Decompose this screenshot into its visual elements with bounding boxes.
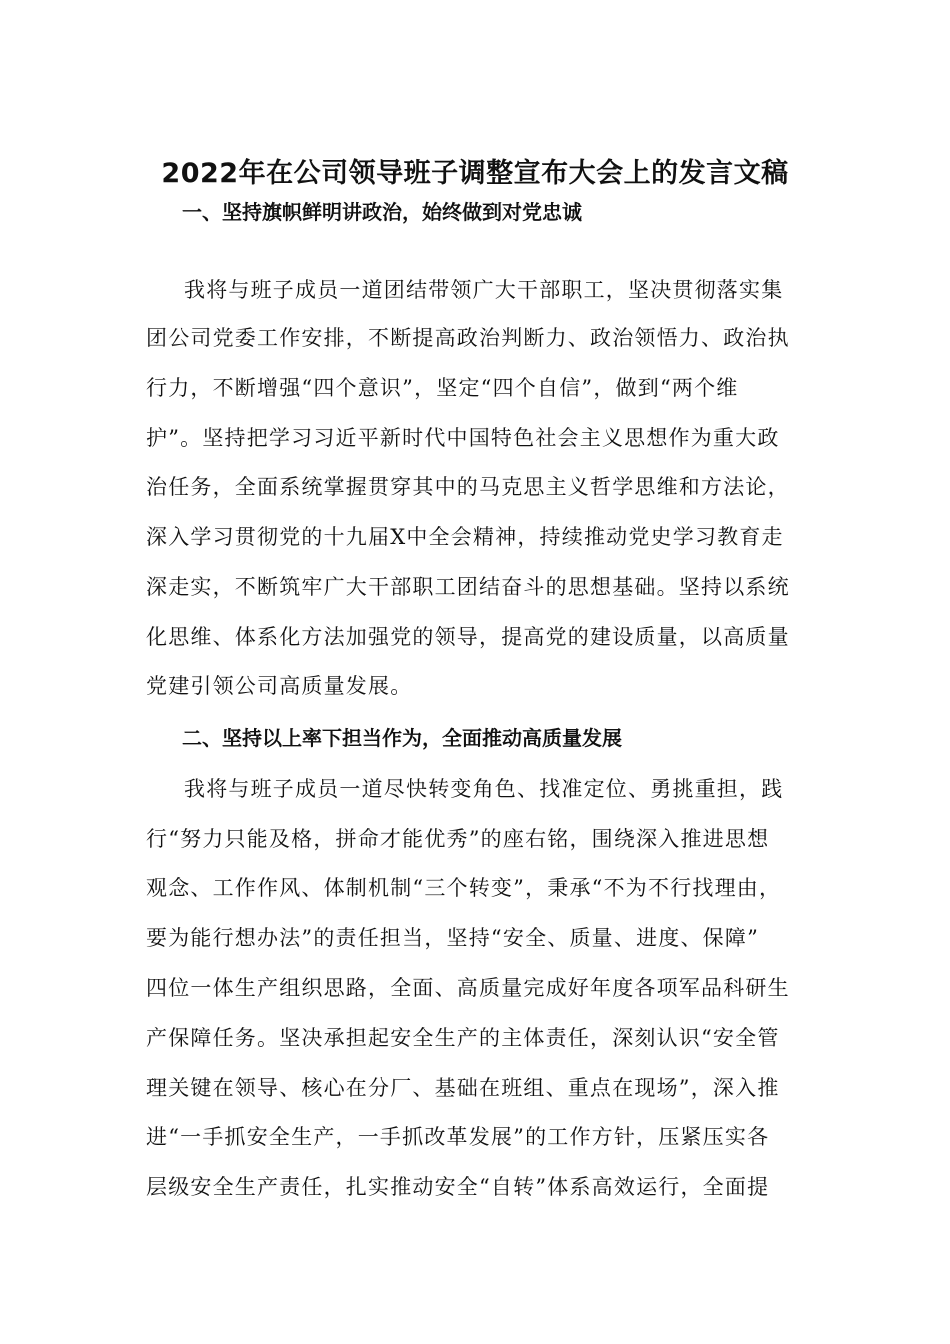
section-heading-1: 一、坚持旗帜鲜明讲政治，始终做到对党忠诚	[182, 200, 582, 224]
paragraph-line: 四位一体生产组织思路，全面、高质量完成好年度各项军品科研生	[146, 976, 790, 1000]
paragraph-line: 深走实，不断筑牢广大干部职工团结奋斗的思想基础。坚持以系统	[146, 575, 790, 599]
paragraph-line: 行“努力只能及格，拼命才能优秀”的座右铭，围绕深入推进思想	[146, 827, 770, 851]
paragraph-line: 进“一手抓安全生产，一手抓改革发展”的工作方针，压紧压实各	[146, 1125, 770, 1149]
paragraph-line: 深入学习贯彻党的十九届X中全会精神，持续推动党史学习教育走	[146, 525, 784, 549]
paragraph-line: 治任务，全面系统掌握贯穿其中的马克思主义哲学思维和方法论，	[146, 475, 790, 499]
paragraph-line: 我将与班子成员一道团结带领广大干部职工，坚决贯彻落实集	[184, 278, 784, 302]
paragraph-line: 产保障任务。坚决承担起安全生产的主体责任，深刻认识“安全管	[146, 1026, 780, 1050]
section-heading-2: 二、坚持以上率下担当作为，全面推动高质量发展	[182, 726, 622, 750]
paragraph-line: 层级安全生产责任，扎实推动安全“自转”体系高效运行，全面提	[146, 1175, 770, 1199]
document-title: 2022年在公司领导班子调整宣布大会上的发言文稿	[161, 158, 789, 189]
paragraph-line: 行力，不断增强“四个意识”，坚定“四个自信”，做到“两个维	[146, 376, 739, 400]
paragraph-line: 护”。坚持把学习习近平新时代中国特色社会主义思想作为重大政	[146, 426, 780, 450]
paragraph-line: 团公司党委工作安排，不断提高政治判断力、政治领悟力、政治执	[146, 326, 790, 350]
paragraph-line: 我将与班子成员一道尽快转变角色、找准定位、勇挑重担，践	[184, 777, 784, 801]
paragraph-line: 化思维、体系化方法加强党的领导，提高党的建设质量，以高质量	[146, 625, 790, 649]
paragraph-line: 党建引领公司高质量发展。	[146, 674, 413, 698]
paragraph-line: 理关键在领导、核心在分厂、基础在班组、重点在现场”，深入推	[146, 1076, 780, 1100]
paragraph-line: 观念、工作作风、体制机制“三个转变”，秉承“不为不行找理由，	[146, 876, 782, 900]
paragraph-line: 要为能行想办法”的责任担当，坚持“安全、质量、进度、保障”	[146, 926, 760, 950]
